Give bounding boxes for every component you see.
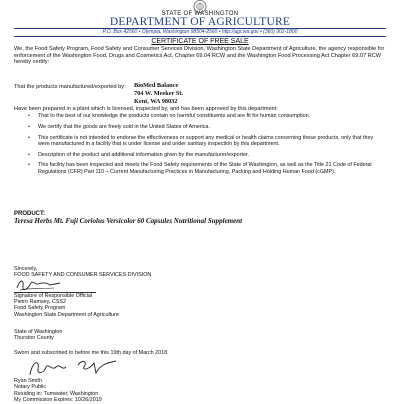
notary-title: Notary Public bbox=[14, 384, 47, 391]
sworn-statement: Sworn and subscribed to before me this 19th day of March 2018. bbox=[14, 350, 169, 356]
manufacturer-city: Kent, WA 98032 bbox=[134, 98, 178, 105]
signer-program: Food Safety Program bbox=[14, 305, 66, 312]
manufacturer-lead: That the products manufactured/exported by: bbox=[14, 84, 126, 90]
signer-name: Pietro Ramsey, CSS2 bbox=[14, 299, 67, 306]
list-item: • Description of the product and additional information given by the manufacturer/exporter. bbox=[28, 151, 249, 158]
list-item: • We certify that the goods are freely sold in the United States of America. bbox=[28, 123, 210, 130]
signer-block bbox=[14, 293, 119, 318]
list-item: • This facility has been inspected and meets the Food Safety requirements of the State of Washington, as well as the Title 21 Code of Federal Regulations (CFR) Part 110 – Current Manufacturing Practices in Manufacturing, Packing and Holding Human Food (cGMP). bbox=[28, 162, 372, 175]
product-name: Teresa Herbs Mt. Fuji Coriolus Versicolor 60 Capsules Nutritional Supplement bbox=[14, 217, 243, 225]
signer-department: Washington State Department of Agriculture bbox=[14, 311, 119, 318]
list-item: • That to the best of our knowledge the products contain no harmful constituents and are fit for human consumption. bbox=[28, 113, 311, 119]
jurisdiction-block bbox=[14, 329, 62, 342]
jurisdiction-county: Thurston County bbox=[14, 335, 54, 342]
certificate-intro: We, the Food Safety Program, Food Safety and Consumer Services Division, Washington State Department of Agriculture, the agency responsible for enforcement of the Washington Food, Drugs and Cosmetics Act, Chapter 69.04 RCW and the Washington Food Processing Act Chapter 69.07 RCW hereby certify: bbox=[14, 46, 385, 66]
bullet-icon: • bbox=[28, 151, 30, 158]
bullet-icon: • bbox=[28, 113, 30, 119]
notary-block bbox=[14, 378, 102, 404]
manufacturer-block bbox=[134, 82, 183, 106]
product-label: PRODUCT: bbox=[14, 211, 45, 217]
signer-caption: Signature of Responsible Official bbox=[14, 293, 93, 299]
list-item: • This certificate is not intended to endorse the effectiveness or support any medical or health claims concerning these products, only that they were manufactured in a facility that is under license and under sanitary inspection by this department. bbox=[28, 134, 374, 147]
official-signature bbox=[14, 276, 64, 292]
bullet-icon: • bbox=[28, 123, 30, 130]
closing-sincerely: Sincerely, bbox=[14, 266, 38, 272]
department-title: DEPARTMENT OF AGRICULTURE bbox=[109, 16, 291, 28]
manufacturer-name: BioMed Balance bbox=[134, 82, 179, 89]
header-rule-bottom bbox=[14, 36, 386, 37]
certification-list bbox=[28, 113, 384, 179]
state-name: STATE OF WASHINGTON bbox=[161, 11, 239, 17]
manufacturer-street: 704 W. Meeker St. bbox=[134, 90, 184, 97]
notary-residence: Residing in: Tumwater, Washington bbox=[14, 390, 99, 397]
closing-division: FOOD SAFETY AND CONSUMER SERVICES DIVISION bbox=[14, 272, 152, 279]
department-address: P.O. Box 42560 • Olympia, Washington 98504-2560 • http://agr.wa.gov • (360) 902-1800 bbox=[102, 29, 298, 35]
jurisdiction-state: State of Washington bbox=[14, 329, 63, 335]
notary-commission: My Commission Expires: 10/26/2019 bbox=[14, 397, 102, 404]
certificate-title: CERTIFICATE OF FREE SALE bbox=[151, 38, 249, 45]
prepared-statement: Have been prepared in a plant which is licensed, inspected by, and has been approved by this department: bbox=[14, 106, 278, 112]
bullet-icon: • bbox=[28, 162, 30, 169]
bullet-icon: • bbox=[28, 134, 30, 141]
notary-name: Ryan Smith bbox=[14, 378, 42, 384]
